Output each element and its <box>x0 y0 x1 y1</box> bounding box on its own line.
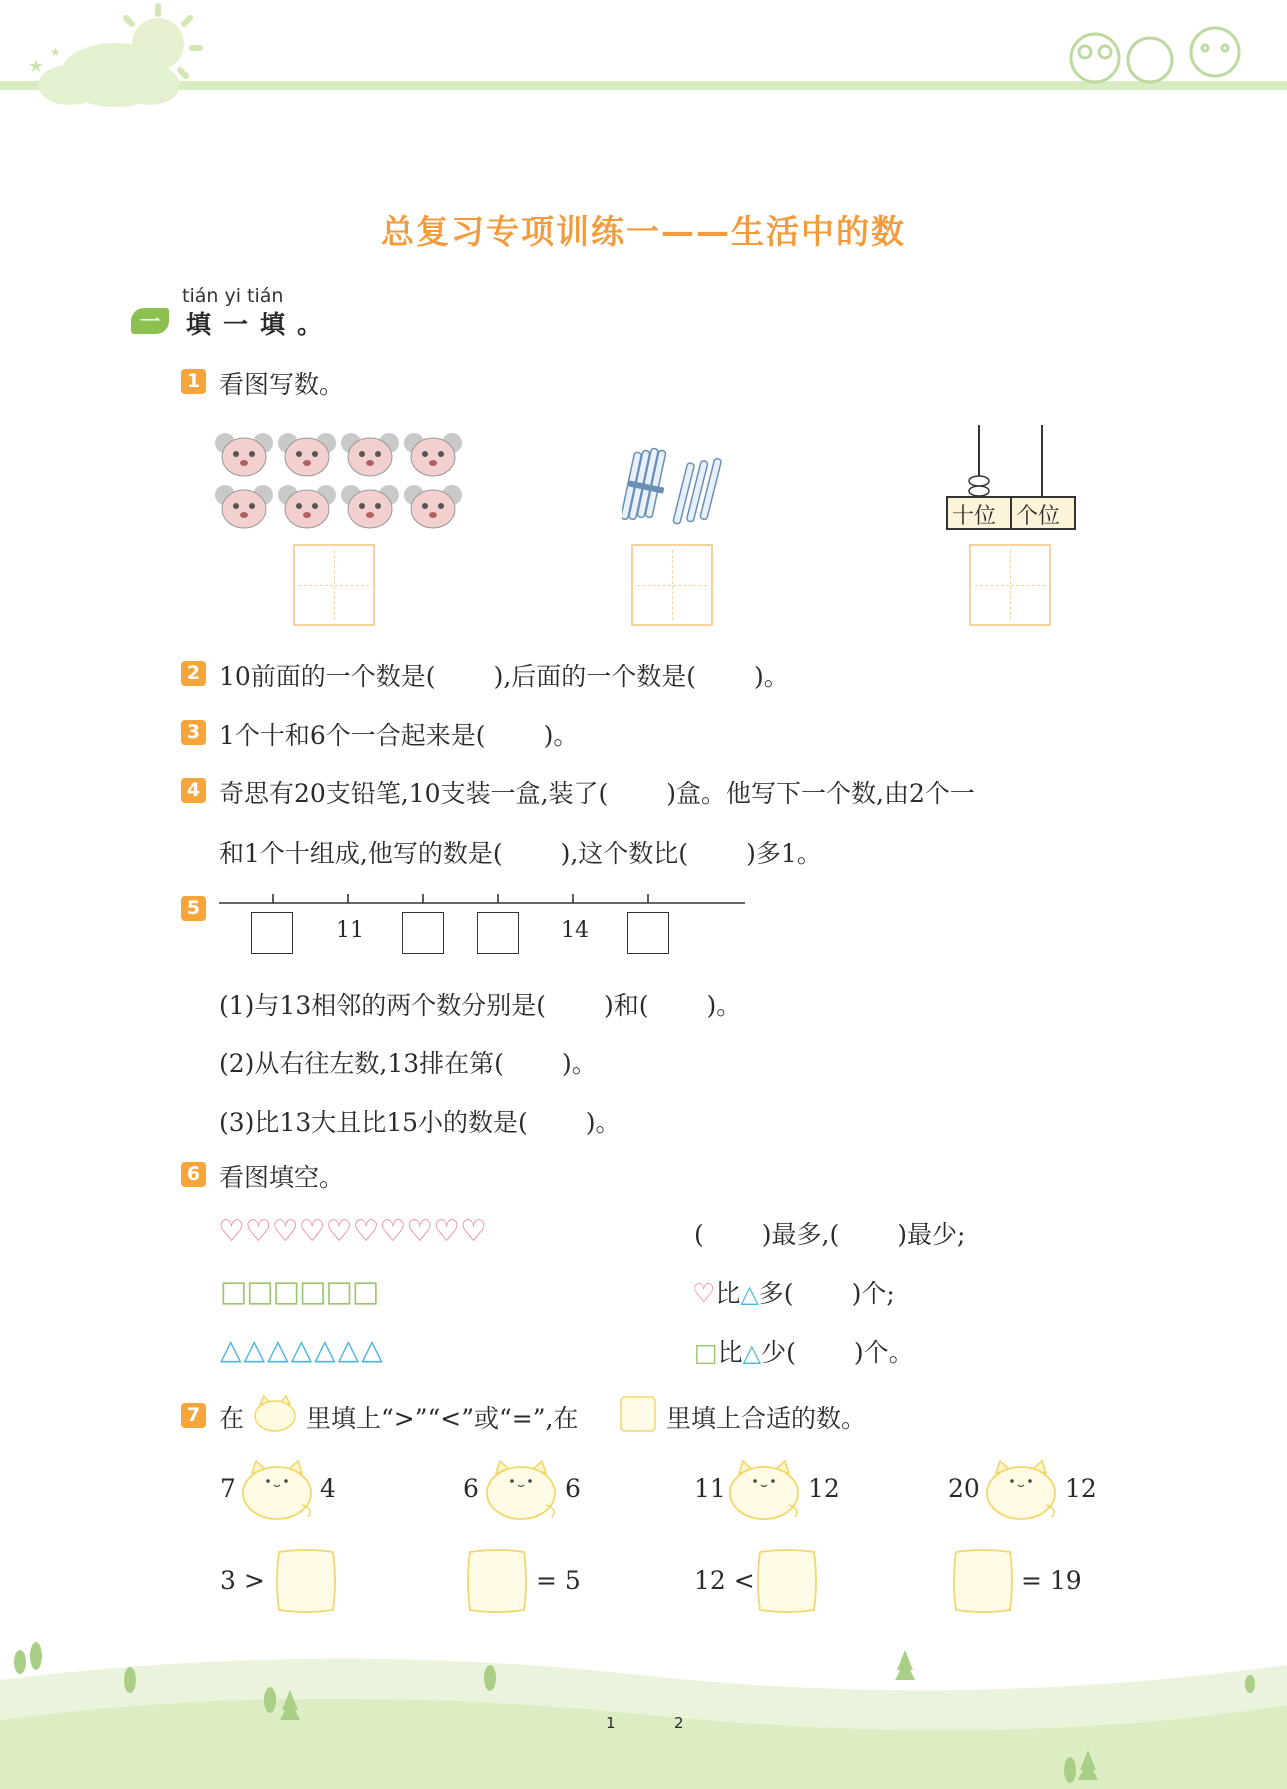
number-label-14: 14 <box>561 918 589 943</box>
hearts-row: ♡♡♡♡♡♡♡♡♡♡ <box>218 1214 487 1249</box>
cat-answer-bubble[interactable] <box>238 1457 316 1523</box>
fill-box-icon <box>618 1394 658 1434</box>
subquestion-text: (1)与13相邻的两个数分别是( )和( )。 <box>219 991 742 1020</box>
answer-grid[interactable] <box>293 544 375 626</box>
question-badge: 1 <box>181 369 206 394</box>
question-text: 看图写数。 <box>219 370 345 399</box>
section-pinyin: tián yi tián <box>182 285 284 307</box>
cat-answer-bubble[interactable] <box>982 1457 1060 1523</box>
fill-right: = 19 <box>1021 1566 1082 1595</box>
mouse-faces-icon <box>215 433 465 538</box>
cat-answer-bubble[interactable] <box>725 1457 803 1523</box>
question-text: 1个十和6个一合起来是( )。 <box>219 721 579 750</box>
compare-right: 4 <box>320 1474 336 1503</box>
number-label-11: 11 <box>336 918 364 943</box>
compare-right: 6 <box>565 1474 581 1503</box>
compare-text: ( )最多,( )最少; <box>694 1220 966 1249</box>
fill-answer-box[interactable] <box>948 1546 1018 1616</box>
subquestion-text: (2)从右往左数,13排在第( )。 <box>219 1049 597 1078</box>
triangle-icon: △ <box>742 1339 762 1367</box>
squares-row: □□□□□□ <box>220 1274 379 1308</box>
number-line <box>215 889 750 909</box>
question-badge: 6 <box>181 1162 206 1187</box>
compare-left: 6 <box>463 1474 479 1503</box>
question-text: 奇思有20支铅笔,10支装一盒,装了( )盒。他写下一个数,由2个一 <box>219 779 975 808</box>
square-icon: □ <box>694 1338 718 1367</box>
question-badge: 3 <box>181 720 206 745</box>
fill-left: 3 > <box>220 1566 265 1595</box>
question-badge: 5 <box>181 896 206 921</box>
number-box[interactable] <box>477 912 519 954</box>
fill-answer-box[interactable] <box>462 1546 532 1616</box>
question-text: 和1个十组成,他写的数是( ),这个数比( )多1。 <box>219 839 822 868</box>
question-text: 看图填空。 <box>219 1163 345 1192</box>
fill-right: = 5 <box>536 1566 581 1595</box>
compare-text: □比△少( )个。 <box>694 1338 914 1367</box>
svg-text:★: ★ <box>28 56 45 77</box>
answer-grid[interactable] <box>969 544 1051 626</box>
section-number-badge: 一 <box>131 308 169 334</box>
question-text: 在 <box>219 1404 245 1433</box>
number-box[interactable] <box>627 912 669 954</box>
question-text: 里填上“>”“<”或“=”,在 <box>306 1404 579 1433</box>
page-title: 总复习专项训练一——生活中的数 <box>381 212 906 251</box>
section-title: 填一填。 <box>186 310 335 339</box>
animal-friends-icon <box>1071 28 1239 82</box>
abacus-tens-label: 十位 <box>952 504 997 529</box>
cat-face-icon <box>252 1394 298 1434</box>
question-text: 10前面的一个数是( ),后面的一个数是( )。 <box>219 662 789 691</box>
triangle-icon: △ <box>740 1280 759 1308</box>
number-box[interactable] <box>402 912 444 954</box>
abacus-ones-label: 个位 <box>1016 504 1061 529</box>
question-badge: 4 <box>181 778 206 803</box>
question-badge: 2 <box>181 661 206 686</box>
subquestion-text: (3)比13大且比15小的数是( )。 <box>219 1108 621 1137</box>
triangles-row: △△△△△△△ <box>220 1333 385 1366</box>
fill-answer-box[interactable] <box>752 1546 822 1616</box>
answer-grid[interactable] <box>631 544 713 626</box>
compare-left: 7 <box>220 1474 236 1503</box>
number-box[interactable] <box>251 912 293 954</box>
compare-text: ♡比△多( )个; <box>692 1279 895 1309</box>
top-decoration <box>0 0 1287 130</box>
compare-left: 11 <box>694 1474 726 1503</box>
cat-answer-bubble[interactable] <box>482 1457 560 1523</box>
page-number: 2 <box>674 1714 684 1732</box>
question-text: 里填上合适的数。 <box>666 1404 867 1433</box>
compare-right: 12 <box>808 1474 840 1503</box>
page-number: 1 <box>606 1714 616 1732</box>
compare-left: 20 <box>948 1474 980 1503</box>
fill-answer-box[interactable] <box>271 1546 341 1616</box>
question-badge: 7 <box>181 1403 206 1428</box>
sticks-bundle-icon <box>622 444 727 529</box>
heart-icon: ♡ <box>692 1279 716 1309</box>
svg-text:★: ★ <box>50 45 61 59</box>
compare-right: 12 <box>1065 1474 1097 1503</box>
bottom-landscape <box>0 1620 1287 1789</box>
fill-left: 12 < <box>694 1566 755 1595</box>
